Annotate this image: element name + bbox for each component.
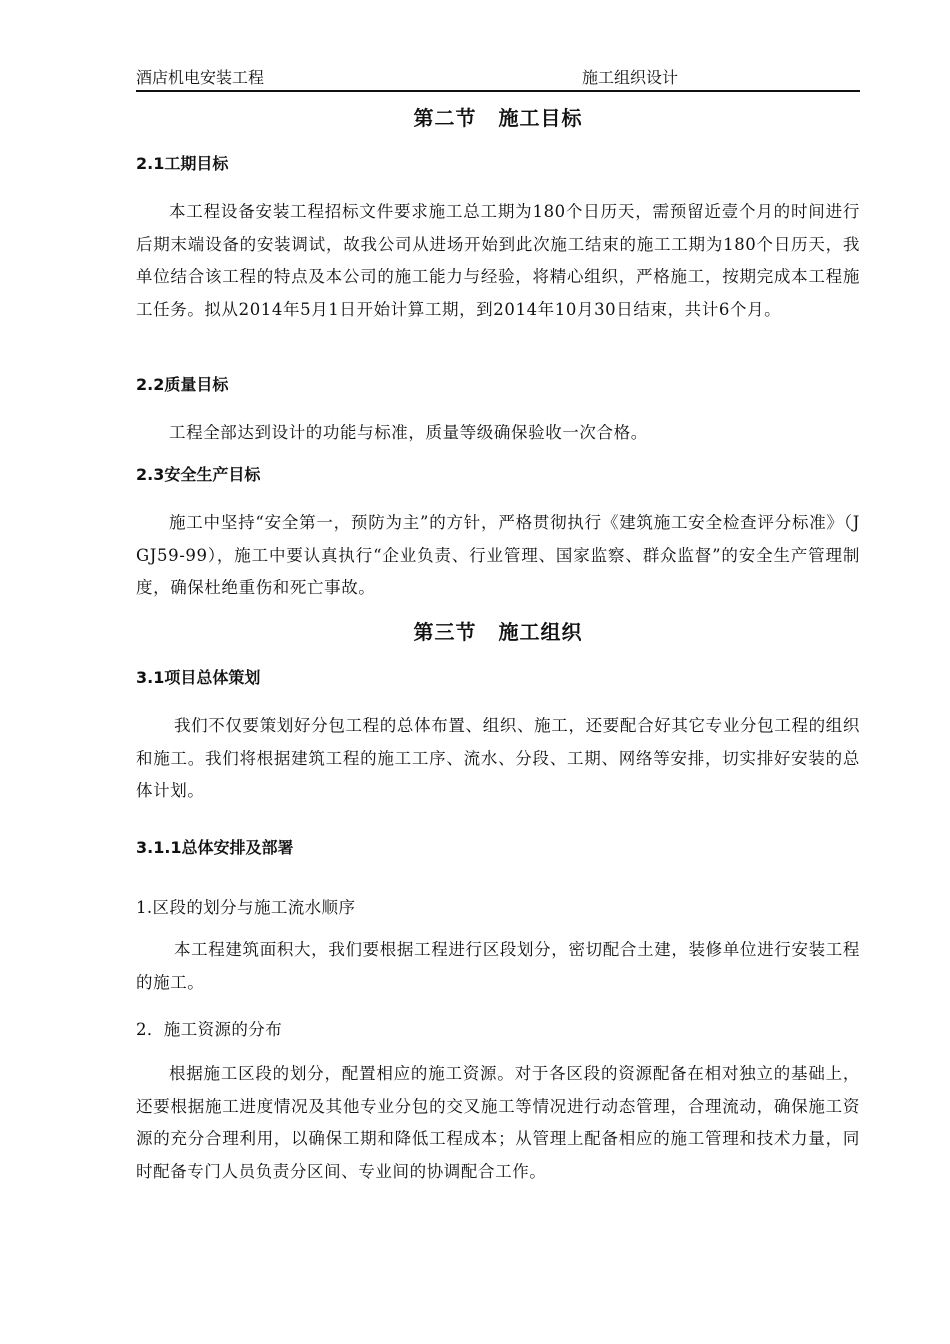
header-document-type: 施工组织设计 (582, 68, 679, 87)
header-project-name: 酒店机电安装工程 (136, 68, 265, 87)
heading-3-1-1: 3.1.1总体安排及部署 (136, 838, 294, 857)
heading-2-2: 2.2质量目标 (136, 375, 229, 394)
section-3-title (136, 618, 860, 646)
paragraph-quality-goal: 工程全部达到设计的功能与标准，质量等级确保验收一次合格。 (169, 423, 648, 442)
section-3-number: 第三节 (413, 620, 477, 644)
section-2-title (136, 104, 860, 132)
item-2-label: 2．施工资源的分布 (136, 1020, 283, 1039)
section-3-name: 施工组织 (498, 620, 583, 644)
heading-2-3: 2.3安全生产目标 (136, 465, 261, 484)
heading-2-1: 2.1工期目标 (136, 154, 229, 173)
paragraph-resource-distribution: 根据施工区段的划分，配置相应的施工资源。对于各区段的资源配备在相对独立的基础上，还要根据施工进度情况及其他专业分包的交叉施工等情况进行动态管理，合理流动，确保施工资源的充分合理利用，以确保工期和降低工程成本；从管理上配备相应的施工管理和技术力量，同时配备专门人员负责分区间、专业间的协调配合工作。 (136, 1064, 860, 1181)
page-header (136, 66, 860, 92)
paragraph-safety-goal: 施工中坚持“安全第一，预防为主”的方针，严格贯彻执行《建筑施工安全检查评分标准》（JGJ59-99），施工中要认真执行“企业负责、行业管理、国家监察、群众监督”的安全生产管理制度，确保杜绝重伤和死亡事故。 (136, 513, 860, 597)
heading-3-1: 3.1项目总体策划 (136, 668, 261, 687)
section-2-name: 施工目标 (498, 106, 583, 130)
paragraph-zone-division: 本工程建筑面积大，我们要根据工程进行区段划分，密切配合土建，装修单位进行安装工程的施工。 (136, 940, 860, 992)
paragraph-overall-planning: 我们不仅要策划好分包工程的总体布置、组织、施工，还要配合好其它专业分包工程的组织和施工。我们将根据建筑工程的施工工序、流水、分段、工期、网络等安排，切实排好安装的总体计划。 (136, 716, 860, 800)
item-1-label: 1.区段的划分与施工流水顺序 (136, 898, 356, 917)
paragraph-schedule-goal: 本工程设备安装工程招标文件要求施工总工期为180个日历天，需预留近壹个月的时间进行后期末端设备的安装调试，故我公司从进场开始到此次施工结束的施工工期为180个日历天，我单位结合该工程的特点及本公司的施工能力与经验，将精心组织，严格施工，按期完成本工程施工任务。拟从2014年5月1日开始计算工期，到2014年10月30日结束，共计6个月。 (136, 202, 860, 319)
section-2-number: 第二节 (413, 106, 477, 130)
